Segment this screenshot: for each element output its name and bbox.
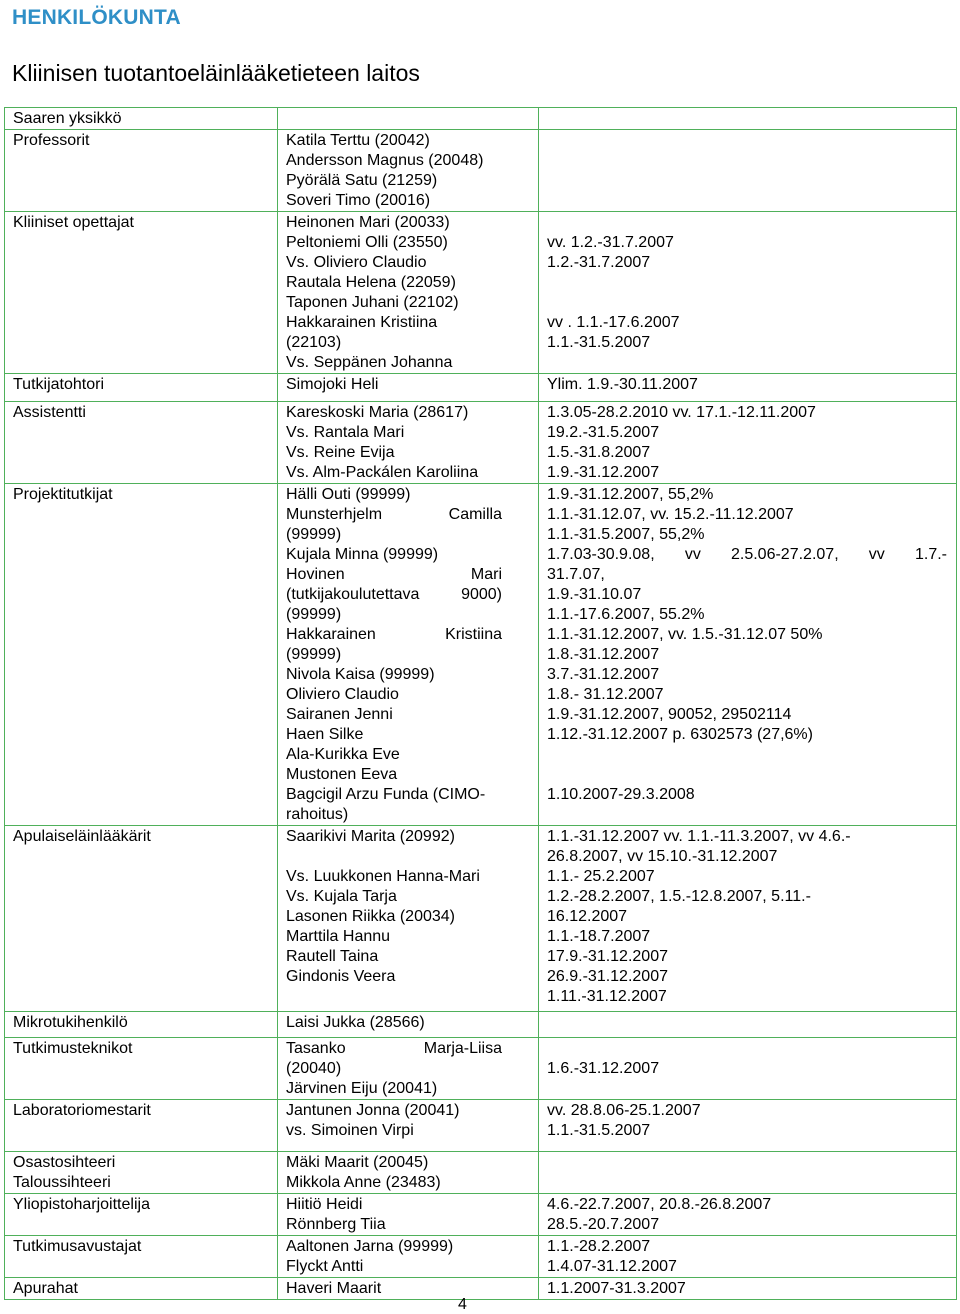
staff-name: Vs. Seppänen Johanna — [286, 354, 453, 371]
employment-period: 1.1.-31.5.2007 — [547, 334, 651, 351]
staff-name: rahoitus) — [286, 806, 349, 823]
dates-cell — [539, 374, 957, 402]
role-cell — [5, 1152, 278, 1194]
names-cell — [278, 1012, 539, 1038]
staff-name: Mustonen Eeva — [286, 766, 398, 783]
names-cell — [278, 212, 539, 374]
employment-period: 1.9.-31.12.2007, 55,2% — [547, 486, 714, 503]
dates-cell — [539, 212, 957, 374]
names-cell — [278, 374, 539, 402]
role-label: Apurahat — [13, 1280, 78, 1297]
dates-cell — [539, 1038, 957, 1100]
staff-name: Rautell Taina — [286, 948, 379, 965]
staff-name: Jantunen Jonna (20041) — [286, 1102, 460, 1119]
names-cell — [278, 1152, 539, 1194]
staff-name: (99999) — [286, 606, 342, 623]
role-label: Tutkimusteknikot — [13, 1040, 133, 1057]
employment-period: 1.2.-31.7.2007 — [547, 254, 651, 271]
staff-name: Rönnberg Tiia — [286, 1216, 386, 1233]
staff-name: Hiitiö Heidi — [286, 1196, 363, 1213]
role-label: Osastosihteeri — [13, 1154, 116, 1171]
employment-period: 4.6.-22.7.2007, 20.8.-26.8.2007 — [547, 1196, 772, 1213]
role-label: Mikrotukihenkilö — [13, 1014, 128, 1031]
role-cell — [5, 1278, 278, 1300]
staff-table — [4, 107, 957, 1300]
role-cell — [5, 402, 278, 484]
employment-period: 1.1.-31.5.2007, 55,2% — [547, 526, 705, 543]
employment-period: 1.3.05-28.2.2010 vv. 17.1.-12.11.2007 — [547, 404, 816, 421]
page-number: 4 — [458, 1296, 467, 1313]
employment-period: 1.8.- 31.12.2007 — [547, 686, 664, 703]
names-cell — [278, 484, 539, 826]
page-title: Kliinisen tuotantoeläinlääketieteen laitos — [12, 60, 420, 86]
names-cell — [278, 826, 539, 1012]
staff-name: Järvinen Eiju (20041) — [286, 1080, 438, 1097]
staff-name: Gindonis Veera — [286, 968, 396, 985]
employment-period: 1.1.-31.12.2007, vv. 1.5.-31.12.07 50% — [547, 626, 823, 643]
staff-name: Rautala Helena (22059) — [286, 274, 456, 291]
staff-name: Mikkola Anne (23483) — [286, 1174, 441, 1191]
staff-name: (99999) — [286, 646, 342, 663]
blank-line — [547, 293, 948, 313]
names-cell — [278, 130, 539, 212]
staff-name: (99999) — [286, 526, 342, 543]
dates-cell — [539, 484, 957, 826]
blank-line — [547, 273, 948, 293]
blank-line — [547, 213, 948, 233]
employment-period: 1.2.-28.2.2007, 1.5.-12.8.2007, 5.11.- — [547, 888, 811, 905]
names-cell — [278, 108, 539, 130]
staff-name: Sairanen Jenni — [286, 706, 393, 723]
table-row — [5, 1152, 957, 1194]
role-cell — [5, 826, 278, 1012]
staff-name: Andersson Magnus (20048) — [286, 152, 484, 169]
dates-cell — [539, 402, 957, 484]
staff-name: Simojoki Heli — [286, 376, 379, 393]
table-row — [5, 212, 957, 374]
staff-name: vs. Simoinen Virpi — [286, 1122, 414, 1139]
blank-line — [547, 765, 948, 785]
employment-period: 1.8.-31.12.2007 — [547, 646, 660, 663]
dates-cell — [539, 108, 957, 130]
staff-name: Heinonen Mari (20033) — [286, 214, 450, 231]
employment-period: 1.6.-31.12.2007 — [547, 1060, 660, 1077]
employment-period: 1.1.-31.12.07, vv. 15.2.-11.12.2007 — [547, 506, 794, 523]
role-label: Professorit — [13, 132, 90, 149]
section-heading: HENKILÖKUNTA — [12, 6, 181, 29]
staff-name: Oliviero Claudio — [286, 686, 399, 703]
staff-name: Flyckt Antti — [286, 1258, 364, 1275]
staff-name: Nivola Kaisa (99999) — [286, 666, 435, 683]
employment-period: 1.7.03-30.9.08, vv 2.5.06-27.2.07, vv 1.7.- — [547, 546, 947, 563]
table-row — [5, 826, 957, 1012]
staff-name: Kareskoski Maria (28617) — [286, 404, 469, 421]
role-label: Apulaiseläinlääkärit — [13, 828, 151, 845]
staff-name: Lasonen Riikka (20034) — [286, 908, 455, 925]
table-row — [5, 1012, 957, 1038]
role-label: Projektitutkijat — [13, 486, 113, 503]
employment-period: 1.1.-31.5.2007 — [547, 1122, 651, 1139]
employment-period: 1.1.2007-31.3.2007 — [547, 1280, 686, 1297]
staff-name: (22103) — [286, 334, 342, 351]
staff-name: Pyörälä Satu (21259) — [286, 172, 438, 189]
dates-cell — [539, 1012, 957, 1038]
employment-period: 1.1.- 25.2.2007 — [547, 868, 655, 885]
staff-name: Munsterhjelm Camilla — [286, 506, 502, 523]
names-cell — [278, 1100, 539, 1152]
employment-period: Ylim. 1.9.-30.11.2007 — [547, 376, 698, 393]
staff-name: Ala-Kurikka Eve — [286, 746, 400, 763]
staff-name: Haveri Maarit — [286, 1280, 382, 1297]
employment-period: 1.5.-31.8.2007 — [547, 444, 651, 461]
staff-name: Taponen Juhani (22102) — [286, 294, 459, 311]
staff-name: (20040) — [286, 1060, 342, 1077]
table-row — [5, 130, 957, 212]
employment-period: 26.8.2007, vv 15.10.-31.12.2007 — [547, 848, 778, 865]
role-cell — [5, 212, 278, 374]
role-label: Saaren yksikkö — [13, 110, 122, 127]
table-row — [5, 374, 957, 402]
dates-cell — [539, 1236, 957, 1278]
role-cell — [5, 1038, 278, 1100]
names-cell — [278, 1278, 539, 1300]
blank-line — [547, 1039, 948, 1059]
staff-name: Vs. Reine Evija — [286, 444, 395, 461]
staff-name: Saarikivi Marita (20992) — [286, 828, 455, 845]
dates-cell — [539, 1100, 957, 1152]
employment-period: 1.1.-28.2.2007 — [547, 1238, 651, 1255]
staff-name: Vs. Rantala Mari — [286, 424, 405, 441]
staff-name: Kujala Minna (99999) — [286, 546, 439, 563]
employment-period: 1.9.-31.12.2007, 90052, 29502114 — [547, 706, 792, 723]
employment-period: 1.11.-31.12.2007 — [547, 988, 667, 1005]
role-cell — [5, 1194, 278, 1236]
table-row — [5, 1038, 957, 1100]
employment-period: 26.9.-31.12.2007 — [547, 968, 668, 985]
staff-name: Soveri Timo (20016) — [286, 192, 431, 209]
staff-name: Bagcigil Arzu Funda (CIMO- — [286, 786, 486, 803]
employment-period: 31.7.07, — [547, 566, 605, 583]
staff-name: Marttila Hannu — [286, 928, 391, 945]
names-cell — [278, 1236, 539, 1278]
staff-name: Vs. Oliviero Claudio — [286, 254, 427, 271]
role-label: Tutkimusavustajat — [13, 1238, 142, 1255]
role-cell — [5, 374, 278, 402]
employment-period: 3.7.-31.12.2007 — [547, 666, 660, 683]
employment-period: vv. 1.2.-31.7.2007 — [547, 234, 674, 251]
staff-name: Haen Silke — [286, 726, 364, 743]
dates-cell — [539, 130, 957, 212]
staff-name: Hakkarainen Kristiina — [286, 314, 438, 331]
employment-period: 1.9.-31.10.07 — [547, 586, 642, 603]
staff-name: Laisi Jukka (28566) — [286, 1014, 425, 1031]
employment-period: 16.12.2007 — [547, 908, 628, 925]
role-label: Taloussihteeri — [13, 1174, 111, 1191]
dates-cell — [539, 1278, 957, 1300]
table-row — [5, 1278, 957, 1300]
role-label: Laboratoriomestarit — [13, 1102, 151, 1119]
names-cell — [278, 1194, 539, 1236]
table-row — [5, 1236, 957, 1278]
staff-name: Katila Terttu (20042) — [286, 132, 430, 149]
staff-name: Hovinen Mari — [286, 566, 502, 583]
staff-name: Vs. Kujala Tarja — [286, 888, 397, 905]
role-label: Yliopistoharjoittelija — [13, 1196, 150, 1213]
staff-name: Vs. Alm-Packálen Karoliina — [286, 464, 479, 481]
employment-period: 1.10.2007-29.3.2008 — [547, 786, 695, 803]
names-cell — [278, 1038, 539, 1100]
dates-cell — [539, 1152, 957, 1194]
role-cell — [5, 484, 278, 826]
staff-name: Tasanko Marja-Liisa — [286, 1040, 502, 1057]
staff-name: Aaltonen Jarna (99999) — [286, 1238, 454, 1255]
dates-cell — [539, 1194, 957, 1236]
employment-period: 1.1.-17.6.2007, 55.2% — [547, 606, 705, 623]
role-cell — [5, 130, 278, 212]
staff-name: Peltoniemi Olli (23550) — [286, 234, 448, 251]
employment-period: 1.4.07-31.12.2007 — [547, 1258, 677, 1275]
role-cell — [5, 1236, 278, 1278]
employment-period: 1.1.-31.12.2007 vv. 1.1.-11.3.2007, vv 4.6.- — [547, 828, 851, 845]
employment-period: 17.9.-31.12.2007 — [547, 948, 668, 965]
blank-line — [547, 745, 948, 765]
staff-name: (tutkijakoulutettava 9000) — [286, 586, 502, 603]
staff-name: Mäki Maarit (20045) — [286, 1154, 429, 1171]
names-cell — [278, 402, 539, 484]
role-label: Tutkijatohtori — [13, 376, 104, 393]
dates-cell — [539, 826, 957, 1012]
employment-period: vv. 28.8.06-25.1.2007 — [547, 1102, 701, 1119]
staff-name: Vs. Luukkonen Hanna-Mari — [286, 868, 480, 885]
table-row — [5, 402, 957, 484]
blank-line — [286, 847, 530, 867]
table-row — [5, 108, 957, 130]
employment-period: 28.5.-20.7.2007 — [547, 1216, 660, 1233]
employment-period: 19.2.-31.5.2007 — [547, 424, 660, 441]
role-label: Assistentti — [13, 404, 86, 421]
role-cell — [5, 1012, 278, 1038]
staff-name: Hälli Outi (99999) — [286, 486, 411, 503]
role-cell — [5, 1100, 278, 1152]
table-row — [5, 1194, 957, 1236]
employment-period: vv . 1.1.-17.6.2007 — [547, 314, 680, 331]
staff-name: Hakkarainen Kristiina — [286, 626, 502, 643]
table-row — [5, 484, 957, 826]
role-cell — [5, 108, 278, 130]
employment-period: 1.12.-31.12.2007 p. 6302573 (27,6%) — [547, 726, 813, 743]
role-label: Kliiniset opettajat — [13, 214, 134, 231]
employment-period: 1.1.-18.7.2007 — [547, 928, 651, 945]
table-row — [5, 1100, 957, 1152]
employment-period: 1.9.-31.12.2007 — [547, 464, 660, 481]
